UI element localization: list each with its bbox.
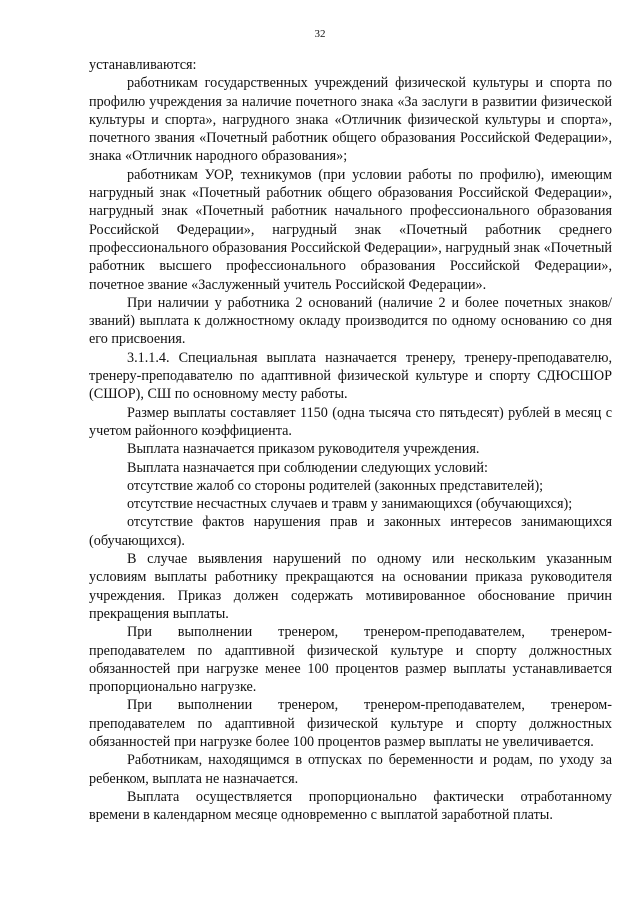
paragraph-state-institutions: работникам государственных учреждений физической культуры и спорта по профилю учреждения за наличие почетного знака «За заслуги в развитии физической культуры и спорта», нагрудного знака «Отличник физической культуры и спорта», почетного звания «Почетный работник общего образования Российской Федерации», знака «Отличник народного образования»; xyxy=(89,75,612,165)
paragraph-load-over-100: При выполнении тренером, тренером-преподавателем, тренером-преподавателем по адаптивной физической культуре и спорту должностных обязанностей при нагрузке более 100 процентов размер выплаты не увеличивается. xyxy=(89,697,612,750)
paragraph-continuation: устанавливаются: xyxy=(89,57,197,73)
paragraph-proportional-payment: Выплата осуществляется пропорционально фактически отработанному времени в календарном месяце одновременно с выплатой заработной платы. xyxy=(89,788,612,824)
paragraph-condition-complaints: отсутствие жалоб со стороны родителей (законных представителей); xyxy=(127,477,544,494)
paragraph-order-appointment: Выплата назначается приказом руководителя учреждения. xyxy=(127,441,480,458)
paragraph-leave: Работникам, находящимся в отпусках по беременности и родам, по уходу за ребенком, выплата не назначается. xyxy=(89,752,612,787)
paragraph-payment-amount: Размер выплаты составляет 1150 (одна тысяча сто пятьдесят) рублей в месяц с учетом районного коэффициента. xyxy=(89,404,612,439)
paragraph-uor-technical-schools: работникам УОР, техникумов (при условии работы по профилю), имеющим нагрудный знак «Почетный работник общего образования Российской Федерации», нагрудный знак «Почетный работник начального профессионального образования Российской Федерации», нагрудный знак «Почетный работник среднего профессионального образования Российской Федерации», нагрудный знак «Почетный работник высшего профессионального образования Российской Федерации», почетное звание «Заслуженный учитель Российской Федерации». xyxy=(89,166,612,293)
document-body xyxy=(89,56,612,824)
paragraph-condition-violations: отсутствие фактов нарушения прав и законных интересов занимающихся (обучающихся). xyxy=(89,514,612,549)
paragraph-termination: В случае выявления нарушений по одному или нескольким указанным условиям выплаты работнику прекращаются на основании приказа руководителя учреждения. Приказ должен содержать мотивированное обоснование причин прекращения выплаты. xyxy=(89,551,612,622)
page-number: 32 xyxy=(314,28,326,40)
paragraph-two-grounds: При наличии у работника 2 оснований (наличие 2 и более почетных знаков/званий) выплата к должностному окладу производится по одному основанию со дня его присвоения. xyxy=(89,294,612,348)
paragraph-condition-accidents: отсутствие несчастных случаев и травм у занимающихся (обучающихся); xyxy=(127,496,573,513)
paragraph-load-under-100: При выполнении тренером, тренером-преподавателем, тренером-преподавателем по адаптивной физической культуре и спорту должностных обязанностей при нагрузке менее 100 процентов размер выплаты устанавливается пропорционально нагрузке. xyxy=(89,624,612,696)
paragraph-clause-3-1-1-4: 3.1.1.4. Специальная выплата назначается тренеру, тренеру-преподавателю, тренеру-преподавателю по адаптивной физической культуре и спорту СДЮСШОР (СШОР), СШ по основному месту работы. xyxy=(89,349,612,403)
paragraph-conditions-intro: Выплата назначается при соблюдении следующих условий: xyxy=(127,459,488,476)
